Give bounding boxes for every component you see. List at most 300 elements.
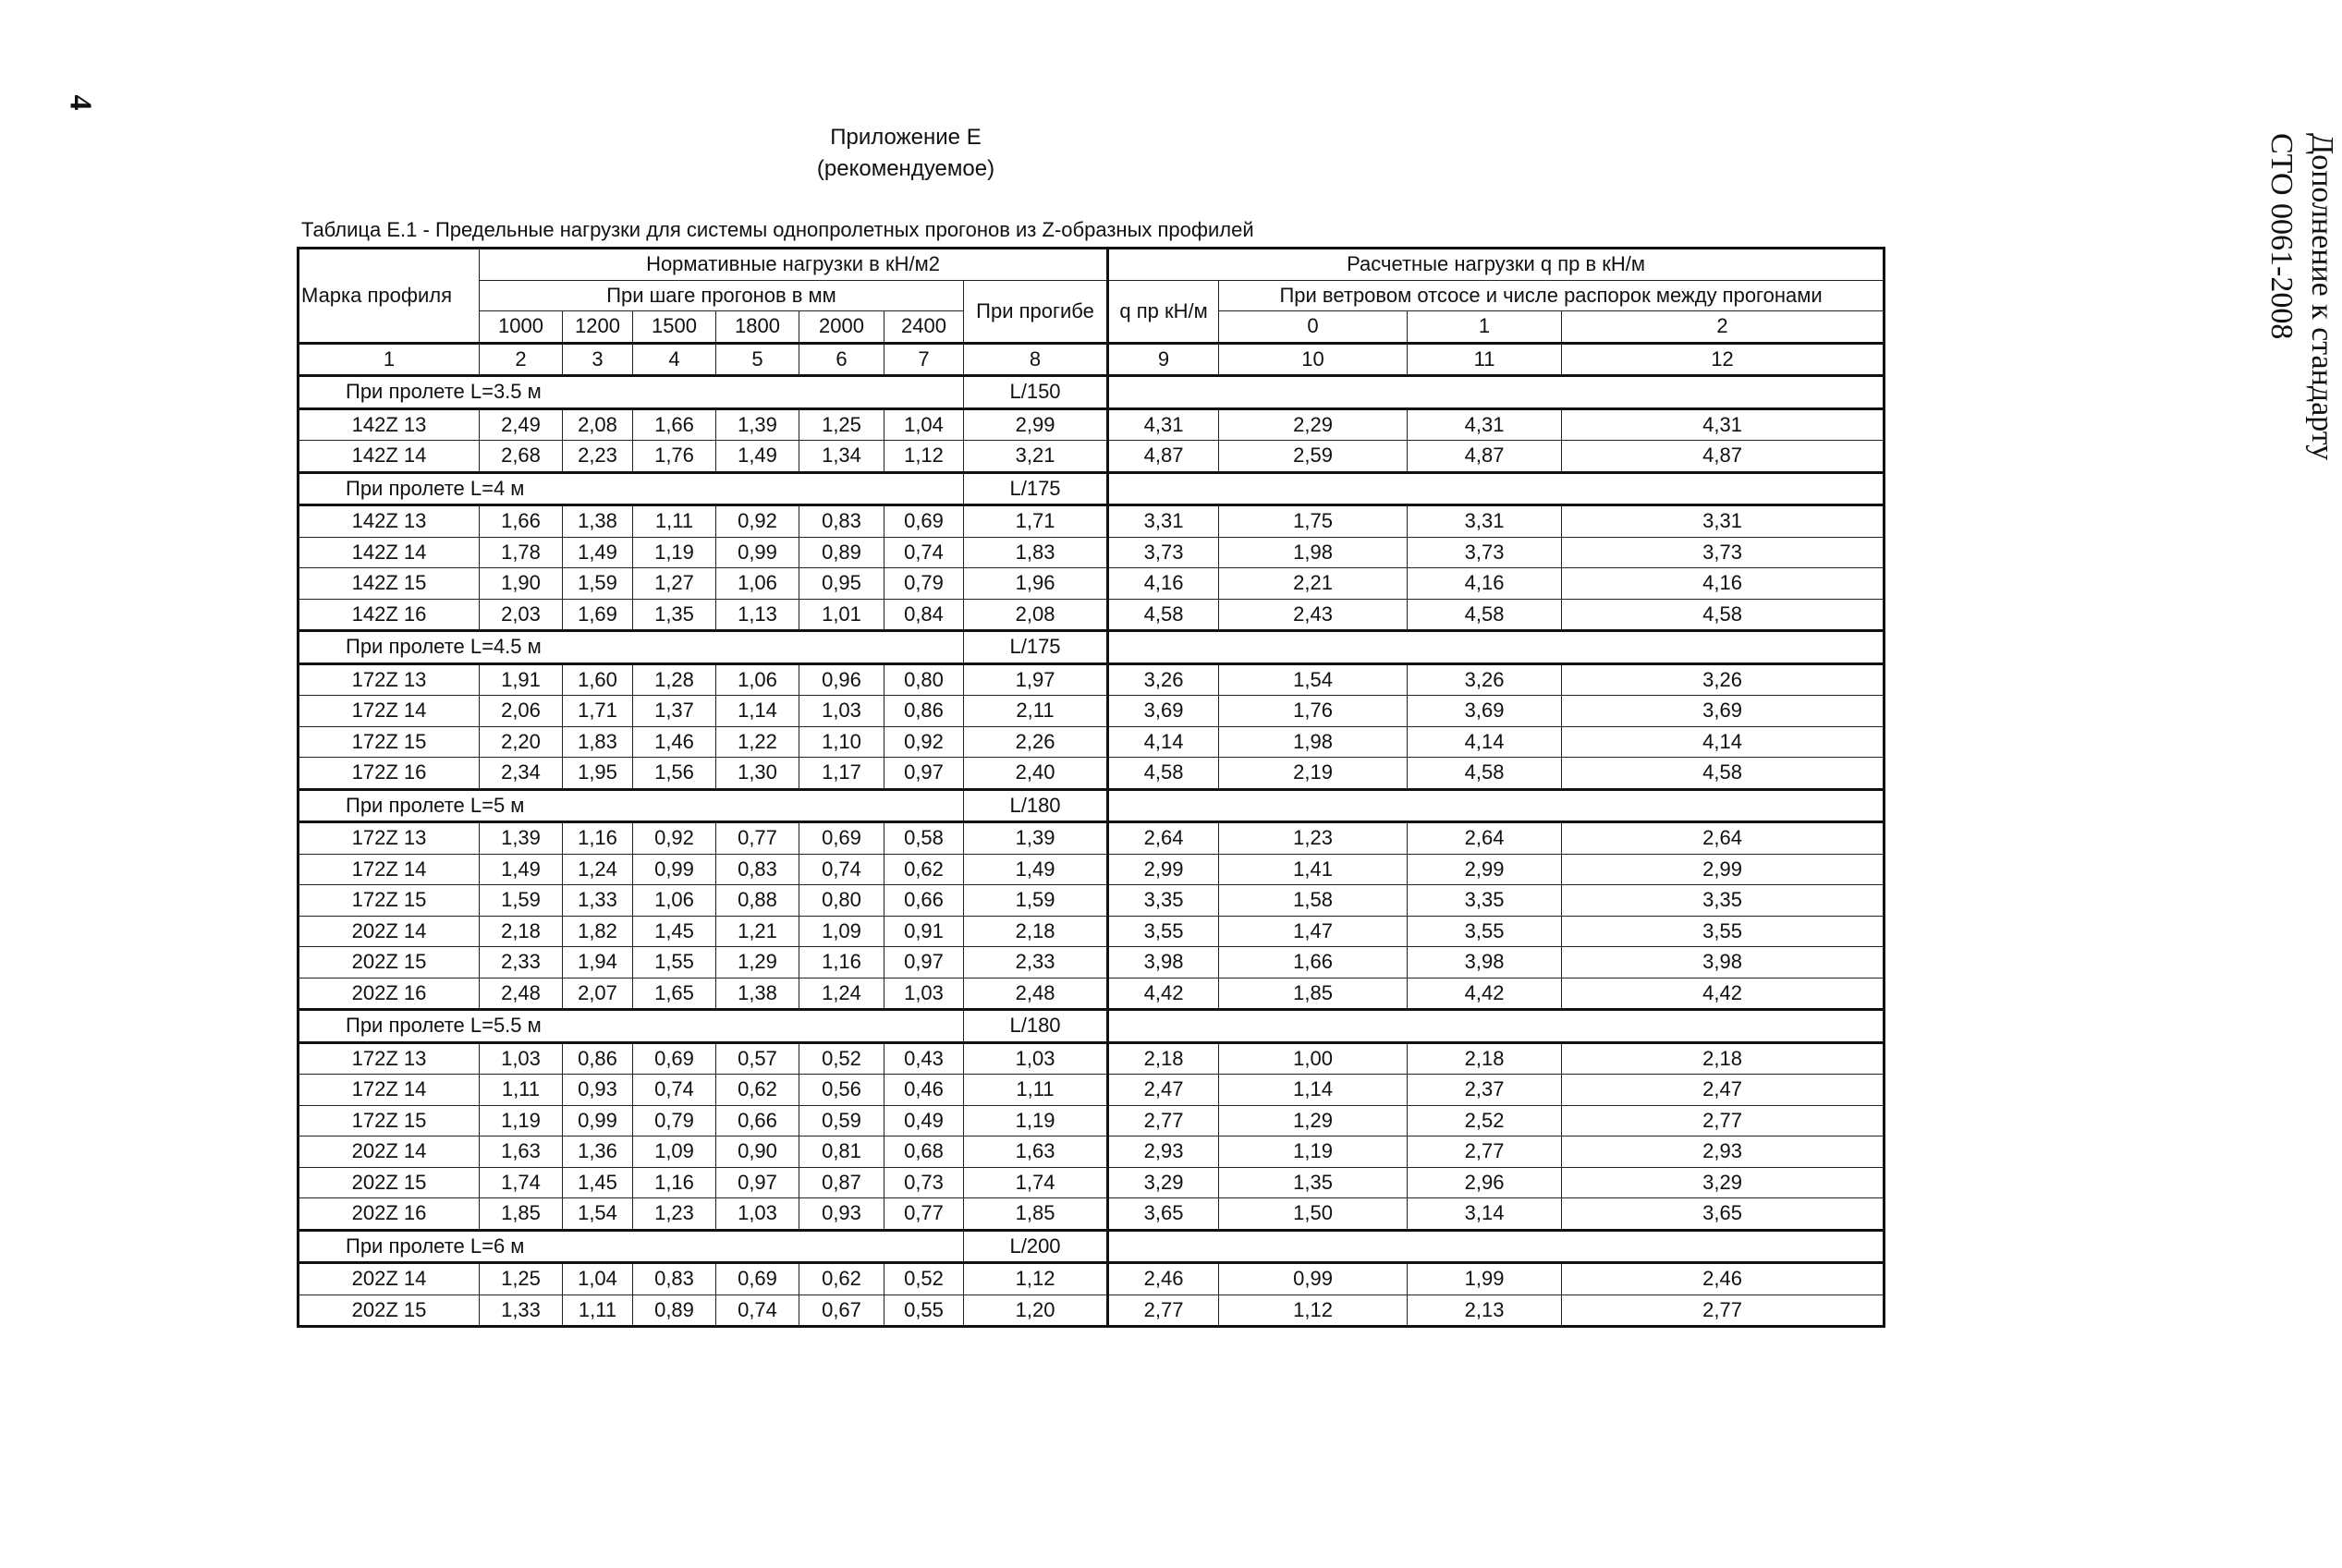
- value-cell: 0,55: [884, 1295, 964, 1327]
- value-cell: 1,45: [563, 1167, 633, 1198]
- value-cell: 1,75: [1219, 505, 1408, 538]
- value-cell: 1,85: [480, 1198, 563, 1231]
- value-cell: 0,49: [884, 1105, 964, 1136]
- value-cell: 1,49: [964, 854, 1108, 885]
- value-cell: 0,69: [799, 822, 884, 855]
- value-cell: 0,87: [799, 1167, 884, 1198]
- value-cell: 4,58: [1562, 599, 1885, 631]
- value-cell: 1,03: [884, 978, 964, 1010]
- column-number: 11: [1408, 343, 1562, 376]
- header-step: При шаге прогонов в мм: [480, 280, 964, 311]
- value-cell: 3,29: [1108, 1167, 1219, 1198]
- value-cell: 2,37: [1408, 1075, 1562, 1106]
- table-row: [299, 441, 1885, 473]
- value-cell: 1,37: [633, 696, 716, 727]
- value-cell: 0,77: [716, 822, 799, 855]
- header-step-value: 1500: [633, 311, 716, 344]
- value-cell: 1,46: [633, 726, 716, 758]
- appendix-title: Приложение Е: [830, 125, 982, 150]
- value-cell: 1,94: [563, 947, 633, 978]
- value-cell: 0,99: [716, 537, 799, 568]
- value-cell: 1,38: [563, 505, 633, 538]
- column-number: 1: [299, 343, 480, 376]
- profile-cell: 172Z 13: [299, 822, 480, 855]
- span-label: При пролете L=5 м: [299, 789, 964, 822]
- value-cell: 2,19: [1219, 758, 1408, 790]
- value-cell: 1,54: [563, 1198, 633, 1231]
- value-cell: 1,74: [964, 1167, 1108, 1198]
- value-cell: 0,97: [884, 758, 964, 790]
- value-cell: 3,55: [1408, 916, 1562, 947]
- value-cell: 1,71: [563, 696, 633, 727]
- value-cell: 1,16: [633, 1167, 716, 1198]
- value-cell: 3,29: [1562, 1167, 1885, 1198]
- value-cell: 1,04: [884, 408, 964, 441]
- column-number: 9: [1108, 343, 1219, 376]
- value-cell: 1,23: [1219, 822, 1408, 855]
- table-row: [299, 916, 1885, 947]
- appendix-heading: [739, 122, 1072, 185]
- value-cell: 2,23: [563, 441, 633, 473]
- value-cell: 3,31: [1408, 505, 1562, 538]
- value-cell: 1,24: [563, 854, 633, 885]
- table-row: [299, 1263, 1885, 1295]
- value-cell: 4,14: [1108, 726, 1219, 758]
- value-cell: 3,65: [1562, 1198, 1885, 1231]
- value-cell: 1,34: [799, 441, 884, 473]
- value-cell: 3,26: [1562, 663, 1885, 696]
- value-cell: 3,73: [1562, 537, 1885, 568]
- value-cell: 0,80: [799, 885, 884, 917]
- value-cell: 4,58: [1108, 758, 1219, 790]
- value-cell: 2,77: [1408, 1136, 1562, 1168]
- value-cell: 2,06: [480, 696, 563, 727]
- value-cell: 4,58: [1562, 758, 1885, 790]
- column-number-row: [299, 343, 1885, 376]
- value-cell: 2,33: [480, 947, 563, 978]
- value-cell: 4,58: [1108, 599, 1219, 631]
- value-cell: 0,91: [884, 916, 964, 947]
- value-cell: 3,14: [1408, 1198, 1562, 1231]
- value-cell: 1,19: [633, 537, 716, 568]
- profile-cell: 172Z 14: [299, 1075, 480, 1106]
- value-cell: 1,82: [563, 916, 633, 947]
- value-cell: 1,09: [799, 916, 884, 947]
- span-group-row: [299, 472, 1885, 505]
- value-cell: 1,24: [799, 978, 884, 1010]
- value-cell: 1,21: [716, 916, 799, 947]
- value-cell: 3,98: [1408, 947, 1562, 978]
- value-cell: 2,99: [1108, 854, 1219, 885]
- value-cell: 1,83: [563, 726, 633, 758]
- value-cell: 0,84: [884, 599, 964, 631]
- value-cell: 1,56: [633, 758, 716, 790]
- table-row: [299, 1136, 1885, 1168]
- value-cell: 1,60: [563, 663, 633, 696]
- value-cell: 2,34: [480, 758, 563, 790]
- value-cell: 0,93: [799, 1198, 884, 1231]
- value-cell: 1,25: [799, 408, 884, 441]
- profile-cell: 172Z 13: [299, 1042, 480, 1075]
- profile-cell: 202Z 14: [299, 1263, 480, 1295]
- table-row: [299, 696, 1885, 727]
- value-cell: 3,21: [964, 441, 1108, 473]
- value-cell: 1,27: [633, 568, 716, 600]
- value-cell: 0,58: [884, 822, 964, 855]
- value-cell: 1,01: [799, 599, 884, 631]
- value-cell: 2,18: [1408, 1042, 1562, 1075]
- value-cell: 1,58: [1219, 885, 1408, 917]
- value-cell: 1,03: [480, 1042, 563, 1075]
- value-cell: 0,90: [716, 1136, 799, 1168]
- span-label: При пролете L=5.5 м: [299, 1010, 964, 1043]
- value-cell: 1,41: [1219, 854, 1408, 885]
- deflection-limit: L/200: [964, 1230, 1108, 1263]
- header-step-value: 2000: [799, 311, 884, 344]
- value-cell: 0,81: [799, 1136, 884, 1168]
- value-cell: 2,64: [1562, 822, 1885, 855]
- value-cell: 1,33: [480, 1295, 563, 1327]
- table-row: [299, 854, 1885, 885]
- value-cell: 0,74: [799, 854, 884, 885]
- value-cell: 1,11: [964, 1075, 1108, 1106]
- value-cell: 2,47: [1562, 1075, 1885, 1106]
- value-cell: 1,47: [1219, 916, 1408, 947]
- span-group-row: [299, 789, 1885, 822]
- value-cell: 2,11: [964, 696, 1108, 727]
- value-cell: 1,97: [964, 663, 1108, 696]
- document-header: [2261, 133, 2342, 798]
- value-cell: 0,89: [633, 1295, 716, 1327]
- profile-cell: 172Z 15: [299, 726, 480, 758]
- value-cell: 3,35: [1408, 885, 1562, 917]
- value-cell: 4,87: [1408, 441, 1562, 473]
- column-number: 6: [799, 343, 884, 376]
- value-cell: 2,40: [964, 758, 1108, 790]
- value-cell: 4,31: [1408, 408, 1562, 441]
- value-cell: 0,62: [799, 1263, 884, 1295]
- value-cell: 0,99: [1219, 1263, 1408, 1295]
- profile-cell: 202Z 14: [299, 916, 480, 947]
- value-cell: 0,52: [799, 1042, 884, 1075]
- profile-cell: 142Z 14: [299, 441, 480, 473]
- value-cell: 0,77: [884, 1198, 964, 1231]
- span-group-row: [299, 1230, 1885, 1263]
- value-cell: 2,96: [1408, 1167, 1562, 1198]
- value-cell: 1,55: [633, 947, 716, 978]
- value-cell: 3,98: [1562, 947, 1885, 978]
- value-cell: 2,07: [563, 978, 633, 1010]
- value-cell: 2,52: [1408, 1105, 1562, 1136]
- value-cell: 1,59: [563, 568, 633, 600]
- table-row: [299, 1075, 1885, 1106]
- value-cell: 1,06: [633, 885, 716, 917]
- header-brace-count: 0: [1219, 311, 1408, 344]
- value-cell: 1,10: [799, 726, 884, 758]
- value-cell: 2,93: [1108, 1136, 1219, 1168]
- value-cell: 1,91: [480, 663, 563, 696]
- value-cell: 2,77: [1108, 1105, 1219, 1136]
- value-cell: 1,66: [633, 408, 716, 441]
- value-cell: 1,98: [1219, 726, 1408, 758]
- value-cell: 3,31: [1108, 505, 1219, 538]
- table-row: [299, 978, 1885, 1010]
- column-number: 4: [633, 343, 716, 376]
- value-cell: 2,26: [964, 726, 1108, 758]
- value-cell: 2,46: [1108, 1263, 1219, 1295]
- deflection-limit: L/175: [964, 631, 1108, 664]
- value-cell: 1,03: [716, 1198, 799, 1231]
- appendix-subtitle: (рекомендуемое): [816, 156, 995, 181]
- value-cell: 1,39: [480, 822, 563, 855]
- value-cell: 3,69: [1108, 696, 1219, 727]
- value-cell: 2,68: [480, 441, 563, 473]
- value-cell: 1,74: [480, 1167, 563, 1198]
- value-cell: 1,49: [480, 854, 563, 885]
- value-cell: 1,28: [633, 663, 716, 696]
- table-row: [299, 568, 1885, 600]
- span-group-row: [299, 376, 1885, 409]
- header-step-value: 1800: [716, 311, 799, 344]
- table-row: [299, 822, 1885, 855]
- header-wind: При ветровом отсосе и числе распорок между прогонами: [1219, 280, 1885, 311]
- standard-supplement-title: Дополнение к стандарту: [2305, 133, 2339, 461]
- value-cell: 2,18: [964, 916, 1108, 947]
- table-row: [299, 408, 1885, 441]
- value-cell: 2,93: [1562, 1136, 1885, 1168]
- profile-cell: 172Z 15: [299, 1105, 480, 1136]
- value-cell: 0,96: [799, 663, 884, 696]
- value-cell: 1,85: [964, 1198, 1108, 1231]
- value-cell: 3,55: [1108, 916, 1219, 947]
- value-cell: 1,54: [1219, 663, 1408, 696]
- value-cell: 0,74: [633, 1075, 716, 1106]
- value-cell: 3,69: [1562, 696, 1885, 727]
- value-cell: 2,48: [480, 978, 563, 1010]
- value-cell: 1,63: [480, 1136, 563, 1168]
- value-cell: 1,59: [964, 885, 1108, 917]
- value-cell: 1,16: [563, 822, 633, 855]
- column-number: 8: [964, 343, 1108, 376]
- value-cell: 1,29: [716, 947, 799, 978]
- value-cell: 1,65: [633, 978, 716, 1010]
- column-number: 5: [716, 343, 799, 376]
- value-cell: 0,99: [563, 1105, 633, 1136]
- value-cell: 0,79: [633, 1105, 716, 1136]
- value-cell: 3,26: [1408, 663, 1562, 696]
- span-group-empty: [1108, 1230, 1885, 1263]
- profile-cell: 172Z 14: [299, 854, 480, 885]
- value-cell: 4,87: [1562, 441, 1885, 473]
- value-cell: 1,59: [480, 885, 563, 917]
- value-cell: 3,73: [1108, 537, 1219, 568]
- header-step-value: 1200: [563, 311, 633, 344]
- value-cell: 4,31: [1108, 408, 1219, 441]
- value-cell: 1,03: [799, 696, 884, 727]
- value-cell: 0,83: [799, 505, 884, 538]
- value-cell: 1,12: [964, 1263, 1108, 1295]
- value-cell: 1,39: [716, 408, 799, 441]
- value-cell: 0,99: [633, 854, 716, 885]
- value-cell: 2,13: [1408, 1295, 1562, 1327]
- value-cell: 4,16: [1108, 568, 1219, 600]
- profile-cell: 172Z 14: [299, 696, 480, 727]
- value-cell: 1,78: [480, 537, 563, 568]
- profile-cell: 172Z 13: [299, 663, 480, 696]
- value-cell: 0,93: [563, 1075, 633, 1106]
- value-cell: 2,43: [1219, 599, 1408, 631]
- value-cell: 2,59: [1219, 441, 1408, 473]
- value-cell: 0,56: [799, 1075, 884, 1106]
- value-cell: 0,86: [884, 696, 964, 727]
- span-group-empty: [1108, 631, 1885, 664]
- value-cell: 3,26: [1108, 663, 1219, 696]
- value-cell: 0,62: [884, 854, 964, 885]
- value-cell: 1,25: [480, 1263, 563, 1295]
- value-cell: 1,49: [563, 537, 633, 568]
- span-group-row: [299, 631, 1885, 664]
- table-row: [299, 537, 1885, 568]
- value-cell: 0,67: [799, 1295, 884, 1327]
- value-cell: 1,39: [964, 822, 1108, 855]
- standard-code: СТО 0061-2008: [2264, 133, 2299, 340]
- header-deflection: При прогибе: [964, 280, 1108, 343]
- value-cell: 1,14: [716, 696, 799, 727]
- value-cell: 4,16: [1408, 568, 1562, 600]
- value-cell: 4,42: [1562, 978, 1885, 1010]
- value-cell: 0,52: [884, 1263, 964, 1295]
- header-profile: Марка профиля: [299, 249, 480, 344]
- value-cell: 2,99: [964, 408, 1108, 441]
- value-cell: 4,14: [1562, 726, 1885, 758]
- value-cell: 2,77: [1108, 1295, 1219, 1327]
- value-cell: 2,20: [480, 726, 563, 758]
- value-cell: 2,29: [1219, 408, 1408, 441]
- value-cell: 4,42: [1108, 978, 1219, 1010]
- span-group-empty: [1108, 1010, 1885, 1043]
- value-cell: 1,17: [799, 758, 884, 790]
- value-cell: 1,50: [1219, 1198, 1408, 1231]
- value-cell: 0,73: [884, 1167, 964, 1198]
- value-cell: 0,66: [884, 885, 964, 917]
- value-cell: 2,77: [1562, 1295, 1885, 1327]
- value-cell: 1,00: [1219, 1042, 1408, 1075]
- value-cell: 3,31: [1562, 505, 1885, 538]
- value-cell: 2,08: [563, 408, 633, 441]
- span-group-empty: [1108, 789, 1885, 822]
- value-cell: 3,69: [1408, 696, 1562, 727]
- value-cell: 1,85: [1219, 978, 1408, 1010]
- value-cell: 3,98: [1108, 947, 1219, 978]
- value-cell: 4,31: [1562, 408, 1885, 441]
- table-row: [299, 663, 1885, 696]
- value-cell: 2,99: [1562, 854, 1885, 885]
- value-cell: 1,33: [563, 885, 633, 917]
- span-label: При пролете L=6 м: [299, 1230, 964, 1263]
- value-cell: 2,47: [1108, 1075, 1219, 1106]
- span-group-empty: [1108, 376, 1885, 409]
- value-cell: 0,83: [633, 1263, 716, 1295]
- value-cell: 1,11: [480, 1075, 563, 1106]
- value-cell: 3,35: [1562, 885, 1885, 917]
- value-cell: 1,99: [1408, 1263, 1562, 1295]
- value-cell: 0,92: [716, 505, 799, 538]
- header-step-value: 1000: [480, 311, 563, 344]
- value-cell: 4,16: [1562, 568, 1885, 600]
- value-cell: 2,77: [1562, 1105, 1885, 1136]
- value-cell: 1,19: [1219, 1136, 1408, 1168]
- table-caption: Таблица Е.1 - Предельные нагрузки для системы однопролетных прогонов из Z-образных профилей: [301, 218, 1254, 241]
- profile-cell: 202Z 14: [299, 1136, 480, 1168]
- value-cell: 1,20: [964, 1295, 1108, 1327]
- value-cell: 1,38: [716, 978, 799, 1010]
- value-cell: 0,92: [884, 726, 964, 758]
- value-cell: 4,14: [1408, 726, 1562, 758]
- value-cell: 0,46: [884, 1075, 964, 1106]
- value-cell: 1,95: [563, 758, 633, 790]
- value-cell: 1,66: [480, 505, 563, 538]
- value-cell: 1,11: [633, 505, 716, 538]
- page-number: 4: [63, 94, 98, 111]
- deflection-limit: L/175: [964, 472, 1108, 505]
- value-cell: 0,97: [884, 947, 964, 978]
- value-cell: 1,76: [1219, 696, 1408, 727]
- value-cell: 3,55: [1562, 916, 1885, 947]
- value-cell: 0,83: [716, 854, 799, 885]
- profile-cell: 202Z 15: [299, 947, 480, 978]
- value-cell: 1,22: [716, 726, 799, 758]
- profile-cell: 142Z 16: [299, 599, 480, 631]
- table-row: [299, 1042, 1885, 1075]
- value-cell: 1,06: [716, 568, 799, 600]
- value-cell: 4,58: [1408, 758, 1562, 790]
- value-cell: 1,03: [964, 1042, 1108, 1075]
- value-cell: 0,66: [716, 1105, 799, 1136]
- value-cell: 0,69: [716, 1263, 799, 1295]
- profile-cell: 202Z 16: [299, 978, 480, 1010]
- value-cell: 1,09: [633, 1136, 716, 1168]
- deflection-limit: L/180: [964, 789, 1108, 822]
- value-cell: 1,71: [964, 505, 1108, 538]
- value-cell: 3,65: [1108, 1198, 1219, 1231]
- table-row: [299, 1198, 1885, 1231]
- value-cell: 0,57: [716, 1042, 799, 1075]
- value-cell: 1,19: [964, 1105, 1108, 1136]
- profile-cell: 172Z 15: [299, 885, 480, 917]
- profile-cell: 142Z 14: [299, 537, 480, 568]
- value-cell: 1,30: [716, 758, 799, 790]
- value-cell: 0,69: [633, 1042, 716, 1075]
- profile-cell: 202Z 15: [299, 1167, 480, 1198]
- header-brace-count: 2: [1562, 311, 1885, 344]
- table-row: [299, 885, 1885, 917]
- table-row: [299, 599, 1885, 631]
- value-cell: 0,74: [884, 537, 964, 568]
- value-cell: 1,12: [884, 441, 964, 473]
- value-cell: 1,35: [633, 599, 716, 631]
- value-cell: 0,89: [799, 537, 884, 568]
- value-cell: 1,69: [563, 599, 633, 631]
- value-cell: 0,69: [884, 505, 964, 538]
- value-cell: 0,80: [884, 663, 964, 696]
- table-row: [299, 726, 1885, 758]
- profile-cell: 202Z 16: [299, 1198, 480, 1231]
- value-cell: 0,68: [884, 1136, 964, 1168]
- span-label: При пролете L=4 м: [299, 472, 964, 505]
- deflection-limit: L/150: [964, 376, 1108, 409]
- value-cell: 1,63: [964, 1136, 1108, 1168]
- value-cell: 1,76: [633, 441, 716, 473]
